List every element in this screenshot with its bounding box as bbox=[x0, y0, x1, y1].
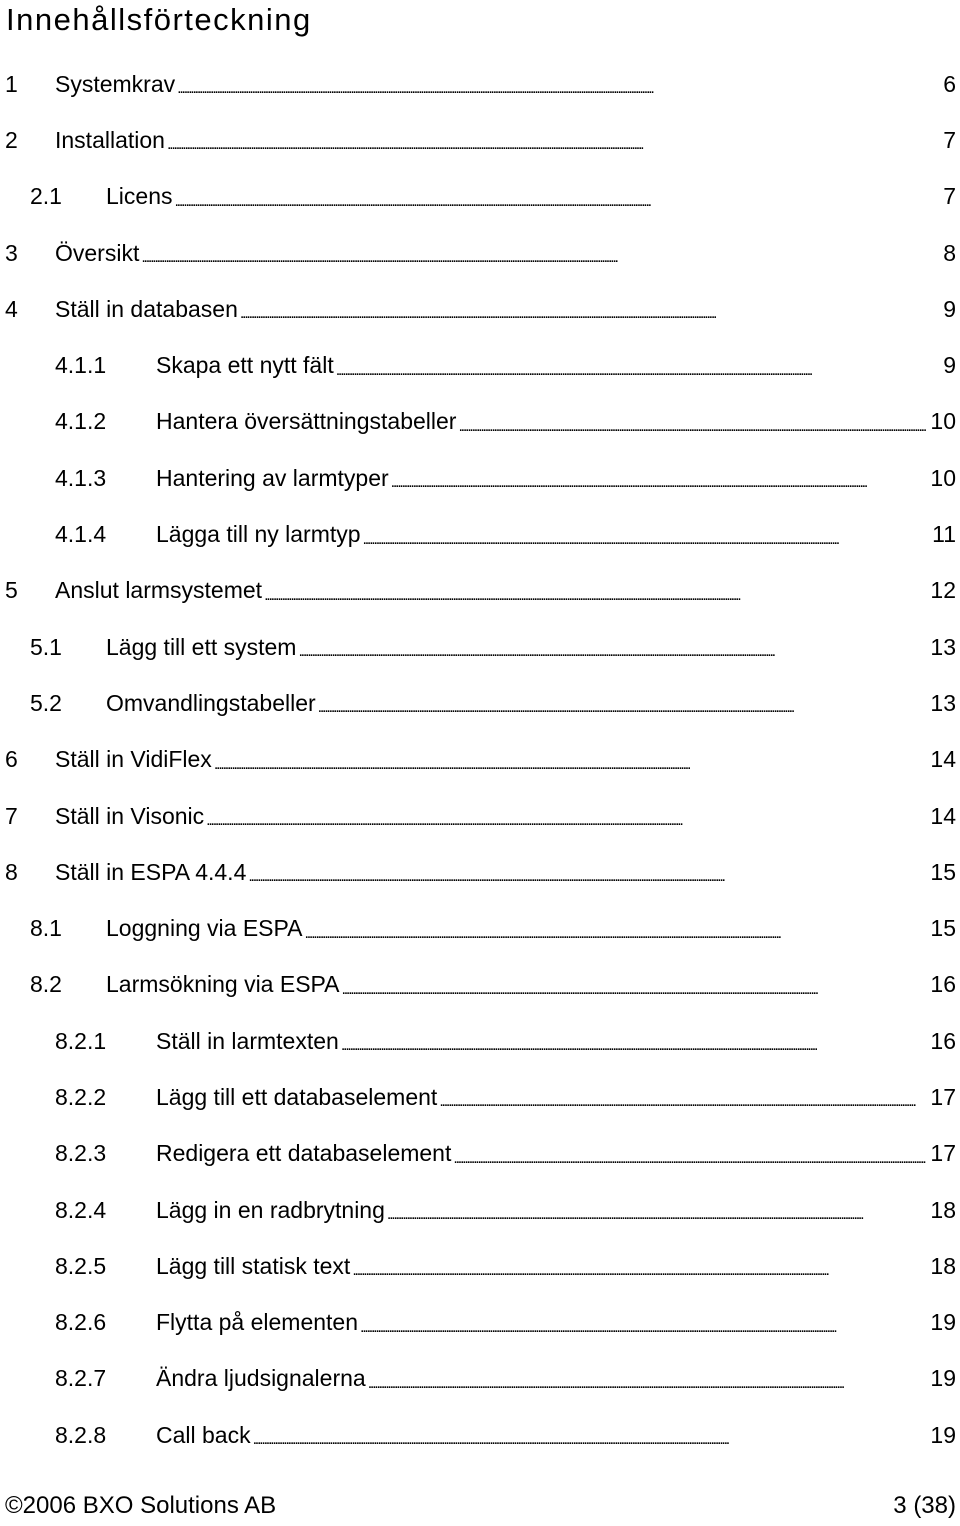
toc-dot-leader bbox=[305, 916, 927, 942]
toc-entry-title[interactable]: Licens bbox=[106, 183, 173, 210]
toc-entry[interactable] bbox=[0, 337, 960, 393]
toc-dot-leader bbox=[177, 71, 939, 97]
toc-entry-title[interactable]: Lägg in en radbrytning bbox=[156, 1196, 385, 1223]
toc-entry-page[interactable]: 10 bbox=[930, 464, 956, 491]
toc-entry-title[interactable]: Systemkrav bbox=[55, 70, 176, 97]
toc-dot-leader bbox=[141, 240, 939, 266]
toc-entry-page[interactable]: 7 bbox=[943, 183, 956, 210]
toc-dot-leader bbox=[174, 184, 939, 210]
toc-entry-number: 8.2.1 bbox=[55, 1027, 107, 1054]
toc-entry-title[interactable]: Lägga till ny larmtyp bbox=[156, 521, 361, 548]
toc-entry-number: 1 bbox=[5, 70, 18, 97]
toc-entry-number: 8.2.5 bbox=[55, 1252, 107, 1279]
toc-entry-title[interactable]: Ställ in VidiFlex bbox=[55, 746, 212, 773]
toc-entry-title[interactable]: Ställ in Visonic bbox=[55, 802, 205, 829]
toc-entry-title[interactable]: Ställ in databasen bbox=[55, 295, 238, 322]
toc-dot-leader bbox=[363, 522, 929, 548]
toc-dot-leader bbox=[368, 1366, 927, 1392]
toc-entry[interactable] bbox=[0, 1238, 960, 1294]
toc-entry-page[interactable]: 12 bbox=[930, 577, 956, 604]
toc-dot-leader bbox=[318, 690, 927, 716]
toc-entry-page[interactable]: 9 bbox=[943, 352, 956, 379]
footer-page-number: 3 (38) bbox=[893, 1492, 956, 1519]
toc-dot-leader bbox=[248, 859, 926, 885]
toc-entry-number: 8.2.8 bbox=[55, 1421, 107, 1448]
toc-entry-number: 5 bbox=[5, 577, 18, 604]
toc-entry-page[interactable]: 15 bbox=[930, 858, 956, 885]
toc-entry-page[interactable]: 13 bbox=[930, 689, 956, 716]
toc-entry[interactable] bbox=[0, 732, 960, 788]
toc-entry-number: 4.1.1 bbox=[55, 352, 107, 379]
toc-entry-title[interactable]: Ställ in larmtexten bbox=[156, 1027, 339, 1054]
toc-entry[interactable] bbox=[0, 1407, 960, 1463]
toc-entry-number: 2 bbox=[5, 126, 18, 153]
toc-entry[interactable] bbox=[0, 1013, 960, 1069]
toc-entry-page[interactable]: 14 bbox=[930, 746, 956, 773]
toc-entry-number: 6 bbox=[5, 746, 18, 773]
toc-entry-title[interactable]: Lägg till ett databaselement bbox=[156, 1083, 438, 1110]
toc-entry-page[interactable]: 19 bbox=[930, 1309, 956, 1336]
toc-entry-title[interactable]: Anslut larmsystemet bbox=[55, 577, 263, 604]
toc-entry-number: 8.2.2 bbox=[55, 1083, 107, 1110]
toc-dot-leader bbox=[387, 1197, 927, 1223]
toc-entry[interactable] bbox=[0, 1126, 960, 1182]
toc-dot-leader bbox=[336, 353, 939, 379]
toc-dot-leader bbox=[341, 1028, 927, 1054]
toc-entry-title[interactable]: Loggning via ESPA bbox=[106, 915, 303, 942]
toc-entry-page[interactable]: 9 bbox=[943, 295, 956, 322]
toc-entry-title[interactable]: Omvandlingstabeller bbox=[106, 689, 316, 716]
toc-entry[interactable] bbox=[0, 281, 960, 337]
toc-entry-page[interactable]: 18 bbox=[930, 1196, 956, 1223]
toc-entry-number: 8.2.6 bbox=[55, 1309, 107, 1336]
toc-entry-number: 3 bbox=[5, 239, 18, 266]
toc-dot-leader bbox=[391, 465, 927, 491]
toc-entry-number: 8.2 bbox=[30, 971, 62, 998]
toc-entry-number: 8.1 bbox=[30, 915, 62, 942]
toc-entry-page[interactable]: 6 bbox=[943, 70, 956, 97]
toc-dot-leader bbox=[206, 803, 926, 829]
toc-entry-page[interactable]: 10 bbox=[930, 408, 956, 435]
toc-entry-page[interactable]: 17 bbox=[930, 1083, 956, 1110]
toc-entry[interactable] bbox=[0, 56, 960, 112]
toc-entry-number: 8.2.3 bbox=[55, 1140, 107, 1167]
toc-dot-leader bbox=[167, 127, 939, 153]
toc-entry-title[interactable]: Redigera ett databaselement bbox=[156, 1140, 452, 1167]
toc-entry-number: 8.2.7 bbox=[55, 1365, 107, 1392]
toc-entry[interactable] bbox=[0, 1351, 960, 1407]
table-of-contents bbox=[0, 56, 960, 1463]
toc-entry-page[interactable]: 19 bbox=[930, 1365, 956, 1392]
toc-entry-title[interactable]: Call back bbox=[156, 1421, 251, 1448]
toc-entry-title[interactable]: Översikt bbox=[55, 239, 140, 266]
toc-entry[interactable] bbox=[0, 957, 960, 1013]
toc-entry-number: 5.2 bbox=[30, 689, 62, 716]
toc-entry-page[interactable]: 8 bbox=[943, 239, 956, 266]
toc-dot-leader bbox=[360, 1310, 926, 1336]
toc-entry-page[interactable]: 15 bbox=[930, 915, 956, 942]
toc-entry-page[interactable]: 18 bbox=[930, 1252, 956, 1279]
page-footer bbox=[0, 1486, 960, 1526]
toc-entry-number: 4 bbox=[5, 295, 18, 322]
toc-dot-leader bbox=[352, 1253, 926, 1279]
toc-entry-page[interactable]: 14 bbox=[930, 802, 956, 829]
toc-entry[interactable] bbox=[0, 1182, 960, 1238]
toc-dot-leader bbox=[264, 578, 926, 604]
toc-dot-leader bbox=[240, 296, 939, 322]
toc-entry[interactable] bbox=[0, 169, 960, 225]
toc-entry-number: 8.2.4 bbox=[55, 1196, 107, 1223]
toc-entry[interactable] bbox=[0, 506, 960, 562]
toc-dot-leader bbox=[458, 409, 926, 435]
toc-entry-title[interactable]: Lägg till ett system bbox=[106, 633, 297, 660]
toc-entry[interactable] bbox=[0, 619, 960, 675]
toc-dot-leader bbox=[453, 1141, 926, 1167]
toc-entry-title[interactable]: Hantera översättningstabeller bbox=[156, 408, 457, 435]
toc-entry-page[interactable]: 19 bbox=[930, 1421, 956, 1448]
toc-entry[interactable] bbox=[0, 394, 960, 450]
toc-entry[interactable] bbox=[0, 450, 960, 506]
toc-entry[interactable] bbox=[0, 563, 960, 619]
toc-entry-page[interactable]: 17 bbox=[930, 1140, 956, 1167]
footer-copyright: ©2006 BXO Solutions AB bbox=[5, 1492, 277, 1519]
toc-entry-title[interactable]: Ställ in ESPA 4.4.4 bbox=[55, 858, 247, 885]
toc-entry-title[interactable]: Ändra ljudsignalerna bbox=[156, 1365, 366, 1392]
toc-entry[interactable] bbox=[0, 112, 960, 168]
toc-dot-leader bbox=[253, 1422, 927, 1448]
toc-entry-number: 7 bbox=[5, 802, 18, 829]
toc-entry-number: 8 bbox=[5, 858, 18, 885]
toc-entry[interactable] bbox=[0, 1295, 960, 1351]
toc-entry-number: 4.1.4 bbox=[55, 521, 107, 548]
toc-entry[interactable] bbox=[0, 1069, 960, 1125]
toc-entry-page[interactable]: 16 bbox=[930, 971, 956, 998]
toc-dot-leader bbox=[298, 634, 926, 660]
toc-entry-title[interactable]: Flytta på elementen bbox=[156, 1309, 359, 1336]
toc-dot-leader bbox=[439, 1084, 926, 1110]
toc-entry[interactable] bbox=[0, 225, 960, 281]
toc-entry-page[interactable]: 11 bbox=[932, 521, 956, 548]
toc-entry-title[interactable]: Skapa ett nytt fält bbox=[156, 352, 334, 379]
toc-dot-leader bbox=[342, 972, 927, 998]
toc-entry-page[interactable]: 16 bbox=[930, 1027, 956, 1054]
toc-entry-number: 4.1.2 bbox=[55, 408, 107, 435]
toc-entry-number: 4.1.3 bbox=[55, 464, 107, 491]
toc-entry[interactable] bbox=[0, 844, 960, 900]
toc-entry-title[interactable]: Larmsökning via ESPA bbox=[106, 971, 340, 998]
toc-dot-leader bbox=[214, 747, 927, 773]
toc-entry[interactable] bbox=[0, 675, 960, 731]
toc-entry-number: 5.1 bbox=[30, 633, 62, 660]
toc-entry-number: 2.1 bbox=[30, 183, 62, 210]
toc-entry-page[interactable]: 13 bbox=[930, 633, 956, 660]
toc-entry[interactable] bbox=[0, 788, 960, 844]
toc-entry[interactable] bbox=[0, 900, 960, 956]
toc-entry-title[interactable]: Hantering av larmtyper bbox=[156, 464, 389, 491]
toc-entry-page[interactable]: 7 bbox=[943, 126, 956, 153]
toc-entry-title[interactable]: Installation bbox=[55, 126, 165, 153]
toc-entry-title[interactable]: Lägg till statisk text bbox=[156, 1252, 351, 1279]
page-title: Innehållsförteckning bbox=[6, 2, 312, 37]
